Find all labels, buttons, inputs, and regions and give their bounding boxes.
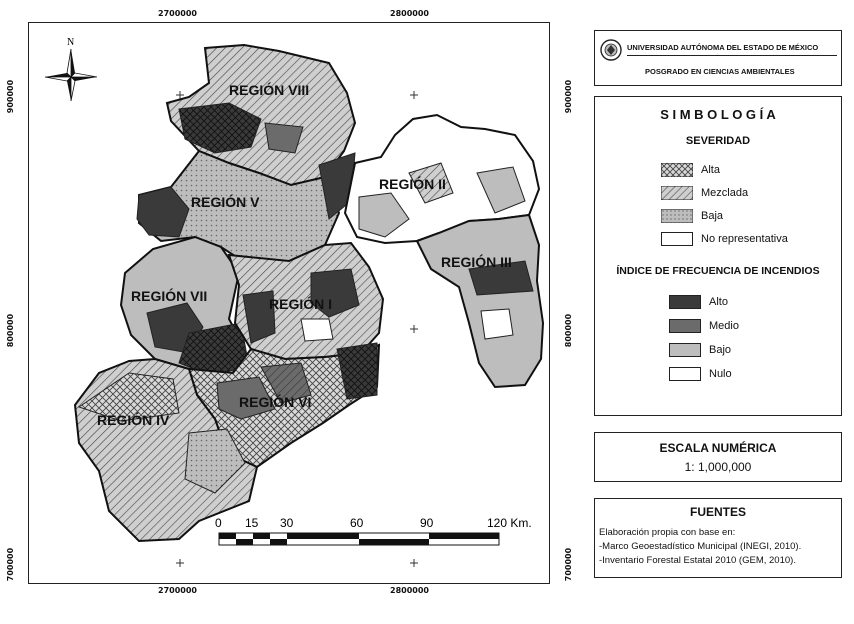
legend-frequency-nulo [669, 367, 732, 381]
region-i-null-area [301, 319, 333, 341]
scale-tick-30: 30 [280, 516, 294, 530]
university-name: UNIVERSIDAD AUTÓNOMA DEL ESTADO DE MÉXICO [627, 43, 819, 52]
swatch-cross [661, 163, 693, 177]
scale-tick-15: 15 [245, 516, 259, 530]
university-seal-icon [599, 38, 623, 62]
region-iii-null-area [481, 309, 513, 339]
north-arrow-icon [45, 49, 97, 101]
region-label-viii: REGIÓN VIII [229, 82, 310, 98]
frequency-title: ÍNDICE DE FRECUENCIA DE INCENDIOS [616, 265, 820, 277]
region-label-i: REGIÓN I [269, 296, 333, 312]
legend-label-mezclada: Mezclada [701, 187, 749, 199]
legend-frequency-alto [669, 295, 728, 309]
program-name: POSGRADO EN CIENCIAS AMBIENTALES [645, 67, 795, 76]
coord-right-800000: 800000 [564, 313, 574, 348]
coord-top-2800000: 2800000 [390, 9, 429, 18]
scale-tick-120: 120 Km. [487, 516, 532, 530]
coord-left-800000: 800000 [6, 313, 16, 348]
coord-right-700000: 700000 [564, 547, 574, 582]
legend-title: S I M B O L O G Í A [660, 107, 776, 122]
coord-left-900000: 900000 [6, 79, 16, 114]
legend-frequency-bajo [669, 343, 731, 357]
swatch-dot [661, 209, 693, 223]
legend-label-no-representativa: No representativa [701, 233, 788, 245]
sources-line-2: -Marco Geoestadístico Municipal (INEGI, 2010). [599, 541, 802, 552]
region-label-vii: REGIÓN VII [131, 288, 208, 304]
swatch-white [661, 232, 693, 246]
sources-panel [594, 498, 842, 578]
legend-severity-mezclada [661, 186, 748, 200]
swatch-medio [669, 319, 701, 333]
legend-panel [594, 96, 842, 416]
scale-tick-90: 90 [420, 516, 434, 530]
legend-label-alta: Alta [701, 164, 720, 176]
coord-top-2700000: 2700000 [158, 9, 197, 18]
scale-panel [594, 432, 842, 482]
swatch-hatch [661, 186, 693, 200]
scale-bar [215, 516, 532, 545]
map-frame [28, 22, 550, 584]
scale-value: 1: 1,000,000 [684, 460, 752, 474]
header-panel [594, 30, 842, 86]
sources-line-1: Elaboración propia con base en: [599, 527, 736, 538]
severity-title: SEVERIDAD [685, 135, 751, 147]
swatch-bajo [669, 343, 701, 357]
legend-frequency-medio [669, 319, 739, 333]
sources-title: FUENTES [689, 505, 746, 519]
region-label-v: REGIÓN V [191, 194, 260, 210]
swatch-nulo [669, 367, 701, 381]
sources-line-3: -Inventario Forestal Estatal 2010 (GEM, 2010). [599, 555, 796, 566]
scale-tick-60: 60 [350, 516, 364, 530]
legend-label-medio: Medio [709, 320, 739, 332]
coord-right-900000: 900000 [564, 79, 574, 114]
region-label-ii: REGIÓN II [379, 176, 446, 192]
legend-severity-baja [661, 209, 723, 223]
header-divider [627, 55, 837, 56]
region-label-iv: REGIÓN IV [97, 412, 170, 428]
scale-tick-0: 0 [215, 516, 222, 530]
legend-severity-alta [661, 163, 720, 177]
map-canvas [29, 23, 549, 583]
legend-label-nulo: Nulo [709, 368, 732, 380]
legend-label-alto: Alto [709, 296, 728, 308]
scale-title: ESCALA NUMÉRICA [659, 441, 777, 455]
region-label-vi: REGIÓN VI [239, 394, 312, 410]
north-label: N [67, 37, 75, 48]
coord-bottom-2700000: 2700000 [158, 586, 197, 595]
legend-severity-no-representativa [661, 232, 788, 246]
region-label-iii: REGIÓN III [441, 254, 512, 270]
coord-bottom-2800000: 2800000 [390, 586, 429, 595]
region-iii [417, 215, 543, 387]
legend-label-baja: Baja [701, 210, 724, 222]
swatch-alto [669, 295, 701, 309]
legend-label-bajo: Bajo [709, 344, 732, 356]
coord-left-700000: 700000 [6, 547, 16, 582]
